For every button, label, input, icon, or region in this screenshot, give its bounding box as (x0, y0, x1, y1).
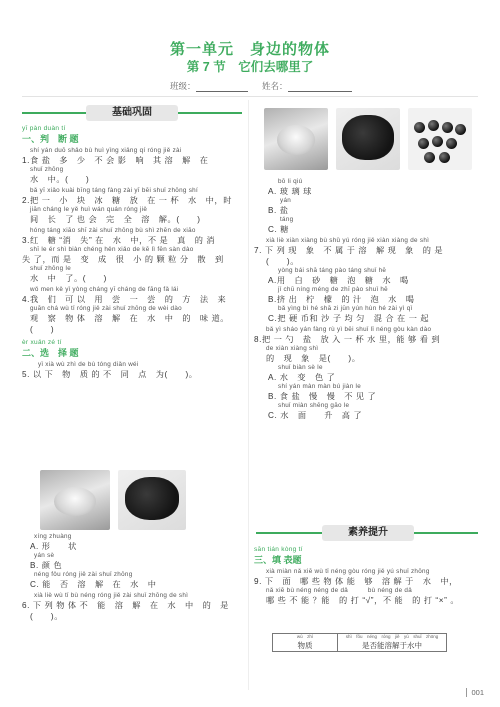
q6-option-c[interactable]: táng C. 糖 (268, 216, 294, 234)
question-4: wǒ men kě yǐ yòng cháng yī cháng de fāng fǎ lái 4.我 们 可 以 用 尝 一 尝 的 方 法 来 guān chá wù tǐ róng jiě zài shuǐ zhōng de wèi dào 观 察 物 体 溶 解 在 水 中 的 味 道。 ( ) (22, 286, 230, 334)
question-7: xià liè xiàn xiàng bù shǔ yú róng jiě xiàn xiàng de shì 7. 下 列 现 象 不 属 于 溶 解 现 象 的 是 ( )。 (254, 237, 444, 266)
table-header-substance: wù zhì 物质 (273, 634, 338, 652)
question-3: hóng táng xiāo shī zài shuǐ zhōng bù shì zhēn de xiāo 3.红 糖 “消 失” 在 水 中，不 是 真 的 消 shī le ér shì biàn chéng hěn xiǎo de kē lì fēn sàn dào 失 了，而 是 变 成 很 小 的 颗 粒 分 散 到 shuǐ zhōng le 水 中 了。( ) (22, 227, 224, 283)
q6-option-b[interactable]: yán B. 盐 (268, 197, 292, 215)
q7-option-b[interactable]: jǐ chū níng méng de zhī pào shuǐ hē B.挤 出 柠 檬 的 汁 泡 水 喝 (268, 286, 415, 304)
q5-option-b[interactable]: yán sè B. 颜 色 (30, 552, 63, 570)
section-3-title: 三、填 表题 (254, 555, 302, 565)
section-title: 第 7 节 它们去哪里了 (186, 60, 314, 74)
ball (455, 124, 466, 135)
q7-option-a[interactable]: yòng bái shā táng pào táng shuǐ hē A.用 白 砂 糖 泡 糖 水 喝 (268, 267, 409, 285)
ball (414, 122, 425, 133)
question-1: shí yán duō shǎo bù huì yǐng xiǎng qí róng jiě zài 1.食 盐 多 少 不 会 影 响 其 溶 解 在 shuǐ zhōng 水 中。( ) (22, 147, 209, 184)
q8-option-c[interactable]: shuǐ miàn shēng gāo le C. 水 面 升 高 了 (268, 402, 363, 420)
question-5: yǐ xià wù zhì de bù tóng diǎn wéi 5. 以 下 物 质 的 不 同 点 为( )。 (22, 361, 198, 379)
q5-option-c[interactable]: néng fǒu róng jiě zài shuǐ zhōng C. 能 否 溶 解 在 水 中 (30, 571, 157, 589)
name-blank[interactable] (288, 83, 352, 92)
class-blank[interactable] (196, 83, 248, 92)
section-2-title: 二、选 择 题 (22, 348, 79, 358)
section-3 (254, 546, 482, 606)
header-separator (22, 96, 478, 97)
dirt-photo (336, 108, 400, 170)
salt-bowl-photo (264, 108, 328, 170)
ball (439, 152, 450, 163)
ball (432, 136, 443, 147)
ball (442, 122, 453, 133)
table-header-soluble: shì fǒu néng róng jiě yú shuǐ zhōng 是否能溶解于水中 (338, 634, 447, 652)
name-field (262, 80, 352, 92)
advanced-banner (256, 523, 478, 543)
question-8: bǎ yì sháo yán fàng rù yì bēi shuǐ lǐ néng gòu kàn dào 8.把 一 勺 盐 放 入 一 杯 水 里，能 够 看 到 de xiàn xiàng shì 的 现 象 是( )。 (254, 326, 441, 363)
q5-options (22, 533, 246, 622)
ball (418, 138, 429, 149)
basic-banner (22, 103, 242, 123)
q5-option-a[interactable]: xíng zhuàng A. 形 状 (30, 533, 77, 551)
q7-option-c[interactable]: bǎ yìng bì hé shā zi jūn yún hùn hé zài yì qǐ C.把 硬 币和 沙 子 均 匀 混 合 在 一 起 (268, 305, 430, 323)
section-1-pinyin: yī pàn duàn tí (22, 125, 66, 132)
question-9: xià miàn nǎ xiē wù tǐ néng gòu róng jiě yú shuǐ zhōng 9. 下 面 哪 些 物 体 能 够 溶 解 于 水 中， nǎ xiē bù néng néng de dǎ bù néng de dǎ 哪 些 不 能 ？能 的 打 “√”，不 能 的 打 “×” 。 (254, 568, 460, 605)
table-row (273, 634, 447, 652)
glass-balls-photo (408, 108, 472, 170)
ball (446, 138, 457, 149)
question-6: xià liè wù tǐ bù néng róng jiě zài shuǐ zhōng de shì 6. 下 列 物 体 不 能 溶 解 在 水 中 的 是 ( )。 (22, 592, 229, 621)
q8-option-b[interactable]: shí yán màn màn bú jiàn le B. 食 盐 慢 慢 不 见 了 (268, 383, 377, 401)
ball (424, 152, 435, 163)
unit-title: 第一单元 身边的物体 (169, 41, 330, 58)
right-column (254, 178, 480, 421)
banner-label: 素养提升 (322, 525, 414, 541)
section-2-pinyin: èr xuǎn zé tí (22, 339, 62, 346)
banner-label: 基础巩固 (86, 105, 178, 121)
soil-photo (118, 470, 186, 530)
q6-option-a[interactable]: bō li qiú A. 玻 璃 球 (268, 178, 312, 196)
ball (428, 120, 439, 131)
q8-option-a[interactable]: shuǐ biàn sè le A. 水 变 色 了 (268, 364, 336, 382)
page-number: 001 (466, 688, 484, 697)
left-column (22, 125, 246, 380)
answer-table (272, 633, 447, 652)
question-2: bǎ yī xiǎo kuài bīng táng fàng zài yī bēi shuǐ zhōng shí 2.把 一 小 块 冰 糖 放 在 一 杯 水 中，时 jiān cháng le yě huì wán quán róng jiě 间 长 了 也 会 完 全 溶 解。( ) (22, 187, 232, 224)
name-label: 姓名： (262, 81, 288, 91)
section-1-title: 一、判 断 题 (22, 134, 79, 144)
class-field (170, 80, 248, 92)
class-label: 班级： (170, 81, 196, 91)
column-divider (248, 100, 249, 690)
sugar-bowl-photo (40, 470, 110, 530)
section-3-pinyin: sān tián kòng tí (254, 546, 303, 553)
